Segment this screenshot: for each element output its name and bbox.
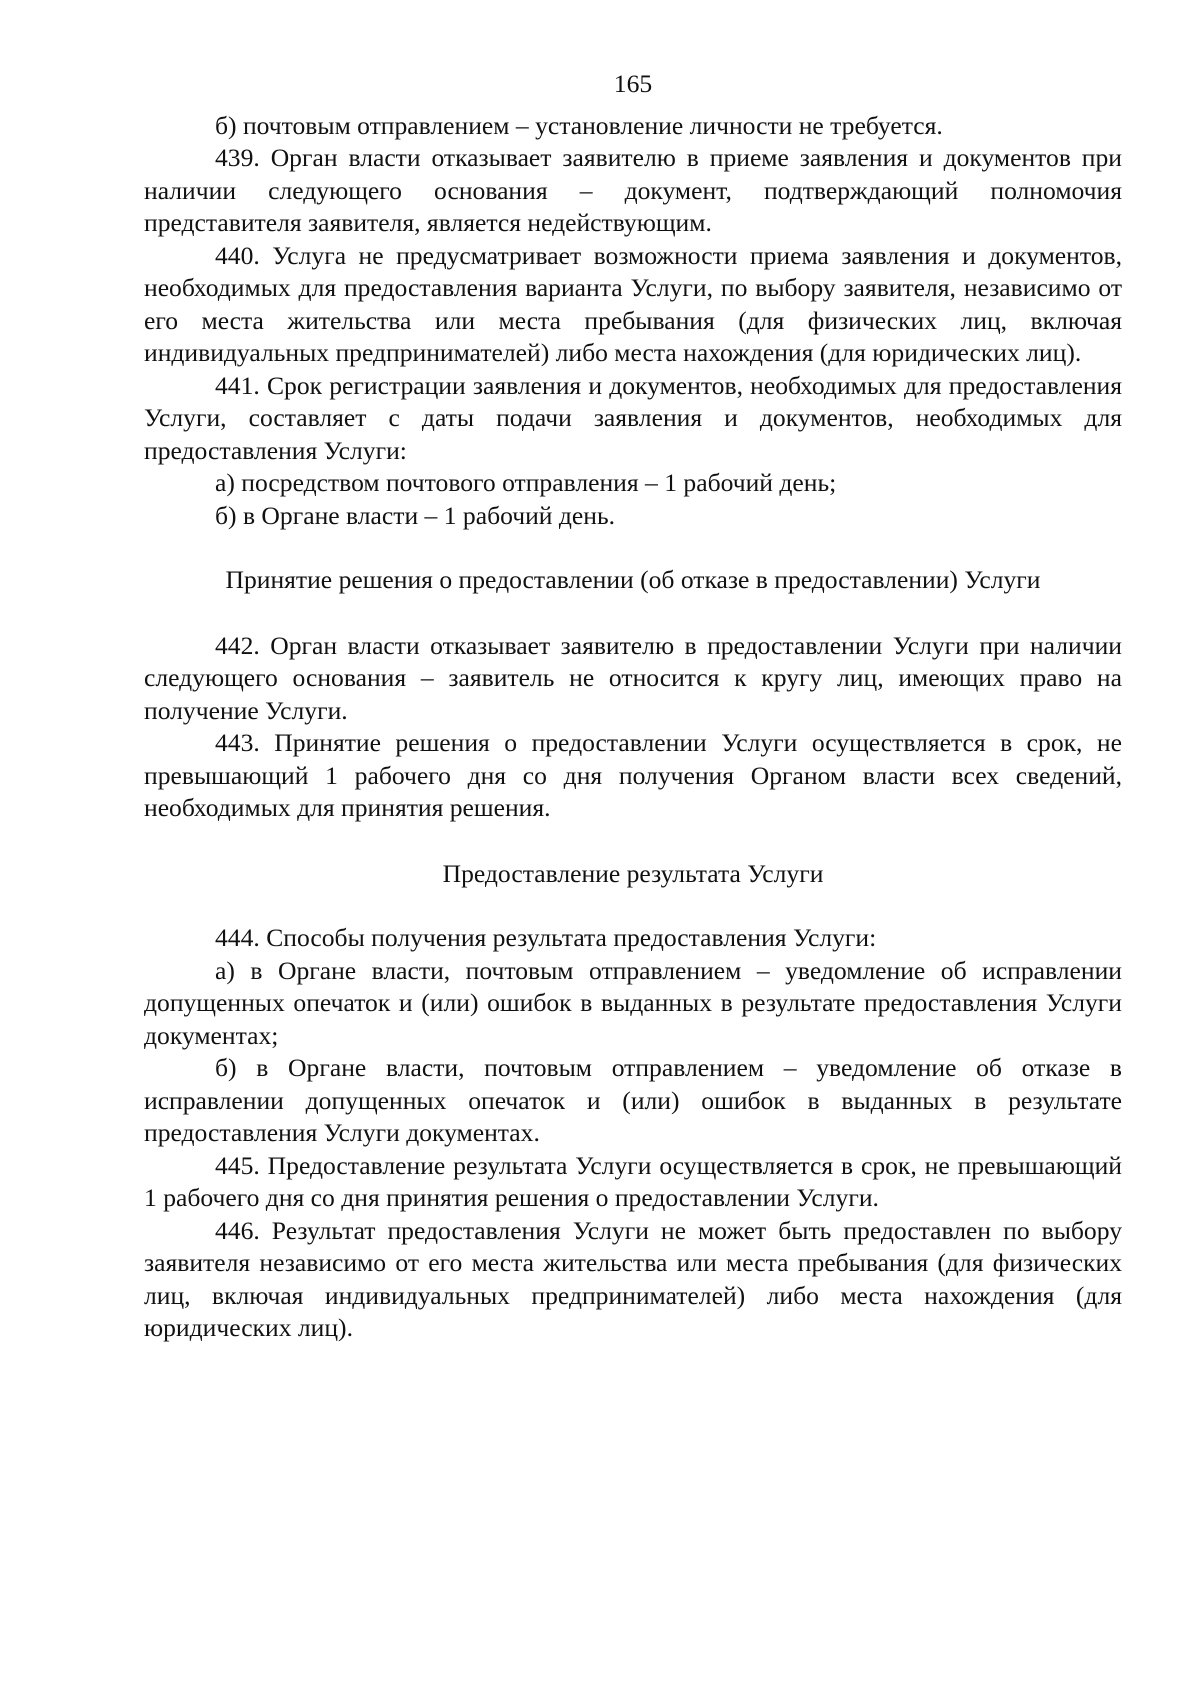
- paragraph-440: 440. Услуга не предусматривает возможности приема заявления и документов, необходимых для предоставления варианта Услуги, по выбору заявителя, независимо от его места жительства или места пребывания (для физических лиц, включая индивидуальных предпринимателей) либо места нахождения (для юридических лиц).: [144, 240, 1122, 367]
- paragraph-441: 441. Срок регистрации заявления и документов, необходимых для предоставления Услуги, составляет с даты подачи заявления и документов, необходимых для предоставления Услуги:: [144, 370, 1122, 465]
- paragraph-444-a: а) в Органе власти, почтовым отправлением – уведомление об исправлении допущенных опечаток и (или) ошибок в выданных в результате предоставления Услуги документах;: [144, 955, 1122, 1050]
- page-number: 165: [613, 69, 653, 98]
- paragraph-b-postal-identity: б) почтовым отправлением – установление личности не требуется.: [215, 110, 943, 140]
- paragraph-443: 443. Принятие решения о предоставлении Услуги осуществляется в срок, не превышающий 1 рабочего дня со дня получения Органом власти всех сведений, необходимых для принятия решения.: [144, 728, 1122, 822]
- paragraph-441-a: а) посредством почтового отправления – 1 рабочий день;: [215, 468, 837, 497]
- paragraph-439: 439. Орган власти отказывает заявителю в приеме заявления и документов при наличии следующего основания – документ, подтверждающий полномочия представителя заявителя, является недействующим.: [144, 143, 1122, 237]
- paragraph-442: 442. Орган власти отказывает заявителю в предоставлении Услуги при наличии следующего основания – заявитель не относится к кругу лиц, имеющих право на получение Услуги.: [144, 630, 1122, 725]
- section-heading-result: Предоставление результата Услуги: [442, 858, 824, 888]
- paragraph-441-b: б) в Органе власти – 1 рабочий день.: [215, 500, 616, 530]
- paragraph-444: 444. Способы получения результата предоставления Услуги:: [215, 923, 877, 952]
- paragraph-446: 446. Результат предоставления Услуги не может быть предоставлен по выбору заявителя независимо от его места жительства или места пребывания (для физических лиц, включая индивидуальных предпринимателей) либо места нахождения (для юридических лиц).: [144, 1215, 1122, 1342]
- paragraph-444-b: б) в Органе власти, почтовым отправлением – уведомление об отказе в исправлении допущенных опечаток и (или) ошибок в выданных в результате предоставления Услуги документах.: [144, 1053, 1122, 1147]
- section-heading-decision: Принятие решения о предоставлении (об отказе в предоставлении) Услуги: [225, 565, 1041, 594]
- document-page: [144, 68, 1122, 1345]
- paragraph-445: 445. Предоставление результата Услуги осуществляется в срок, не превышающий 1 рабочего дня со дня принятия решения о предоставлении Услуги.: [144, 1150, 1122, 1212]
